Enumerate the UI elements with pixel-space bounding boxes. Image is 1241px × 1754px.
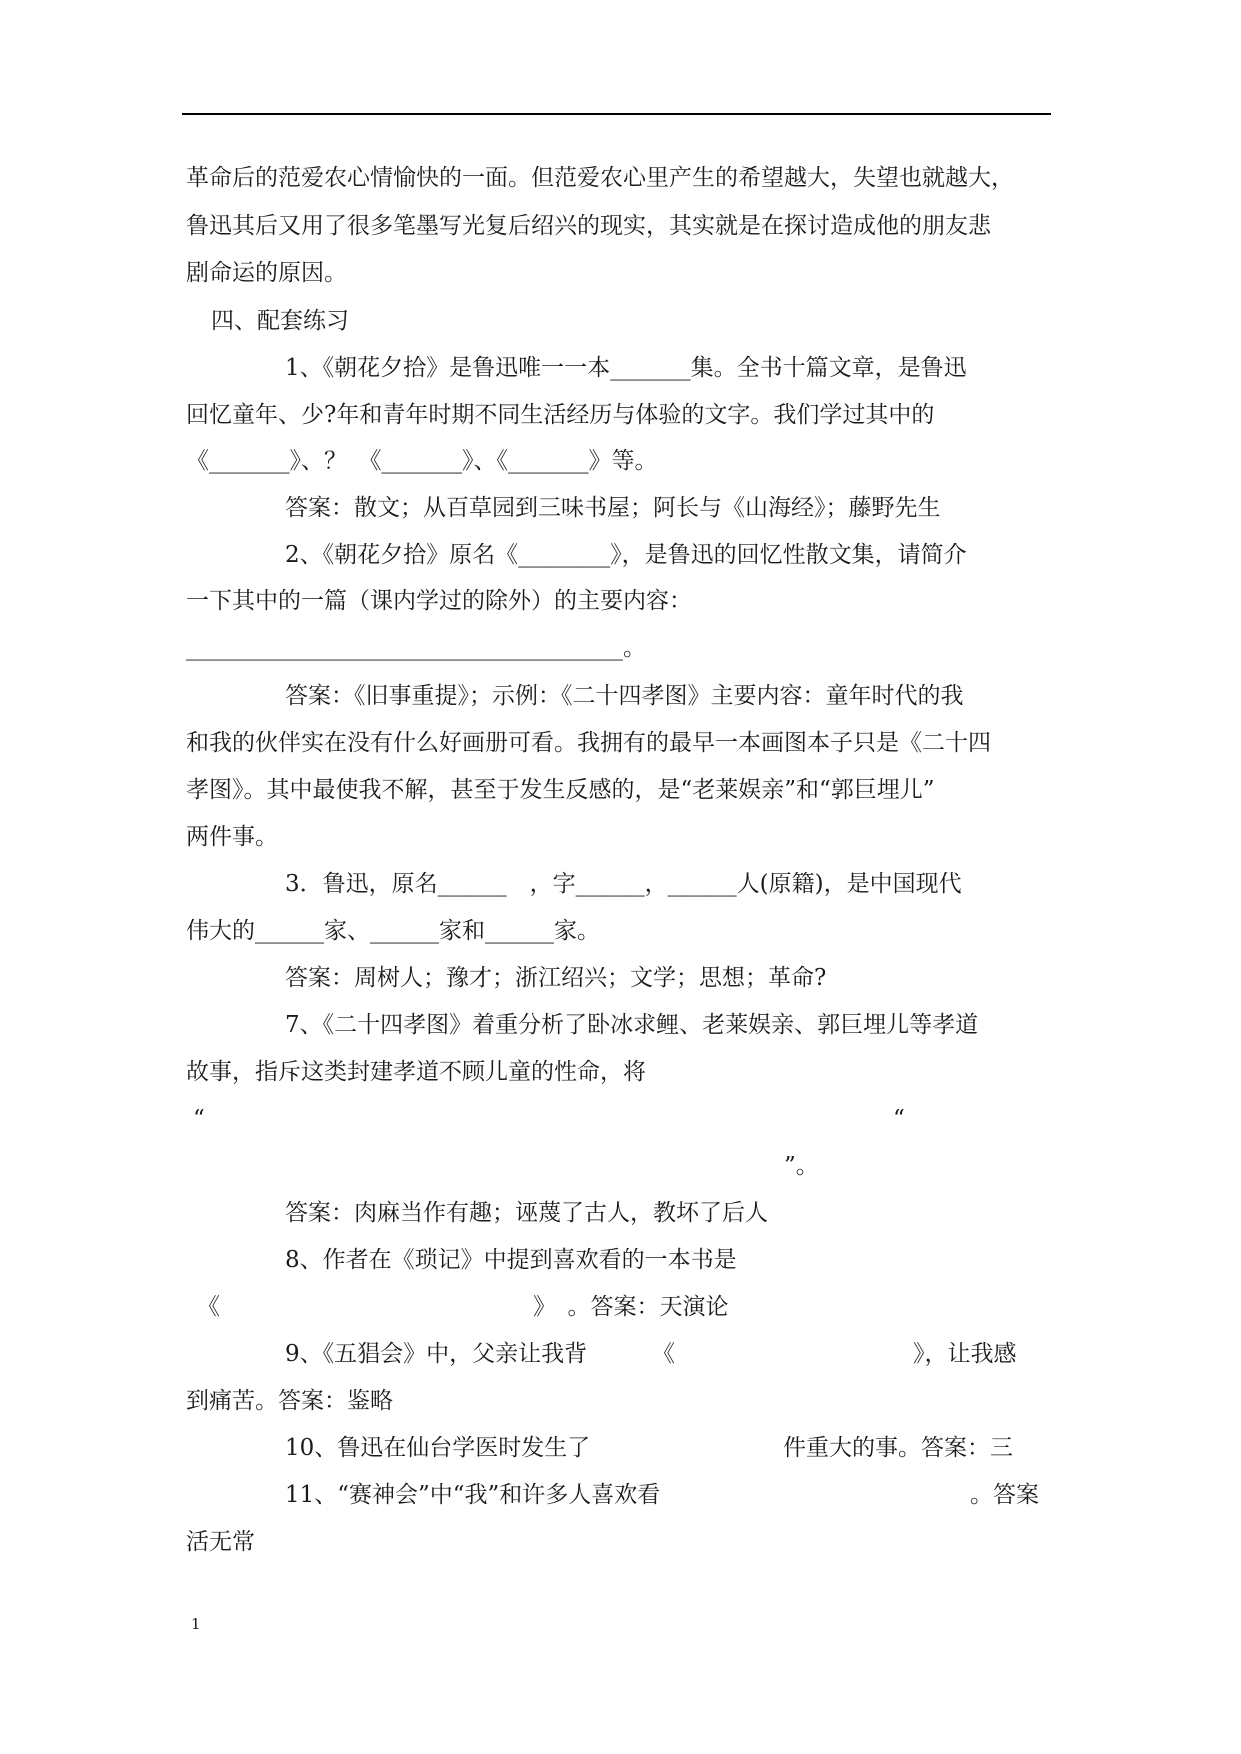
text-line: 两件事。 xyxy=(186,824,278,850)
answer-line: 答案：周树人；豫才；浙江绍兴；文学；思想；革命? xyxy=(285,965,827,991)
text-line: 《_______》、？ 《_______》、《_______》等。 xyxy=(186,448,658,474)
text-line: 革命后的范爱农心情愉快的一面。但范爱农心里产生的希望越大，失望也就越大， xyxy=(186,165,1014,191)
question-line: 2、《朝花夕拾》原名《________》，是鲁迅的回忆性散文集，请简介 xyxy=(285,542,967,568)
text-line: 回忆童年、少?年和青年时期不同生活经历与体验的文字。我们学过其中的 xyxy=(186,402,935,428)
section-heading: 四、配套练习 xyxy=(211,308,349,334)
text-line: 》，让我感 xyxy=(913,1341,1017,1367)
question-line: 8、作者在《琐记》中提到喜欢看的一本书是 xyxy=(285,1247,737,1273)
quote-mark: 《 xyxy=(652,1341,675,1367)
answer-line: 。答案 xyxy=(970,1482,1039,1508)
answer-line: 答案：《旧事重提》；示例：《二十四孝图》主要内容：童年时代的我 xyxy=(285,683,964,709)
question-line: 1、《朝花夕拾》是鲁迅唯一一本_______集。全书十篇文章，是鲁迅 xyxy=(285,355,967,381)
quote-mark: “ xyxy=(893,1106,905,1132)
header-rule xyxy=(182,113,1051,115)
quote-mark: ”。 xyxy=(784,1153,819,1179)
text-line: 一下其中的一篇（课内学过的除外）的主要内容： xyxy=(186,588,692,614)
text-line: 故事，指斥这类封建孝道不顾儿童的性命，将 xyxy=(186,1059,646,1085)
text-line: 和我的伙伴实在没有什么好画册可看。我拥有的最早一本画图本子只是《二十四 xyxy=(186,730,991,756)
quote-mark: “ xyxy=(193,1106,205,1132)
blank-line: ______________________________________。 xyxy=(186,635,646,661)
question-line: 9、《五猖会》中，父亲让我背 xyxy=(285,1341,588,1367)
text-line: 伟大的______家、______家和______家。 xyxy=(186,918,600,944)
answer-line: 到痛苦。答案：鉴略 xyxy=(186,1388,393,1414)
answer-line: 答案：肉麻当作有趣；诬蔑了古人，教坏了后人 xyxy=(285,1200,768,1226)
text-line: 孝图》。其中最使我不解，甚至于发生反感的，是“老莱娱亲”和“郭巨埋儿” xyxy=(186,777,935,803)
text-line: 剧命运的原因。 xyxy=(186,260,347,286)
question-line: 11、“赛神会”中“我”和许多人喜欢看 xyxy=(285,1482,661,1508)
question-line: 7、《二十四孝图》着重分析了卧冰求鲤、老莱娱亲、郭巨埋儿等孝道 xyxy=(285,1012,979,1038)
question-line: 3．鲁迅，原名______ ，字______，______人(原籍)，是中国现代 xyxy=(285,871,962,897)
answer-line: 》 。答案：天演论 xyxy=(533,1294,729,1320)
quote-mark: 《 xyxy=(197,1294,220,1320)
answer-line: 答案：散文；从百草园到三味书屋；阿长与《山海经》；藤野先生 xyxy=(285,495,941,521)
answer-line: 件重大的事。答案：三 xyxy=(783,1435,1013,1461)
answer-line: 活无常 xyxy=(186,1529,255,1555)
text-line: 鲁迅其后又用了很多笔墨写光复后绍兴的现实，其实就是在探讨造成他的朋友悲 xyxy=(186,213,991,239)
page-number: 1 xyxy=(191,1615,201,1633)
question-line: 10、鲁迅在仙台学医时发生了 xyxy=(285,1435,591,1461)
